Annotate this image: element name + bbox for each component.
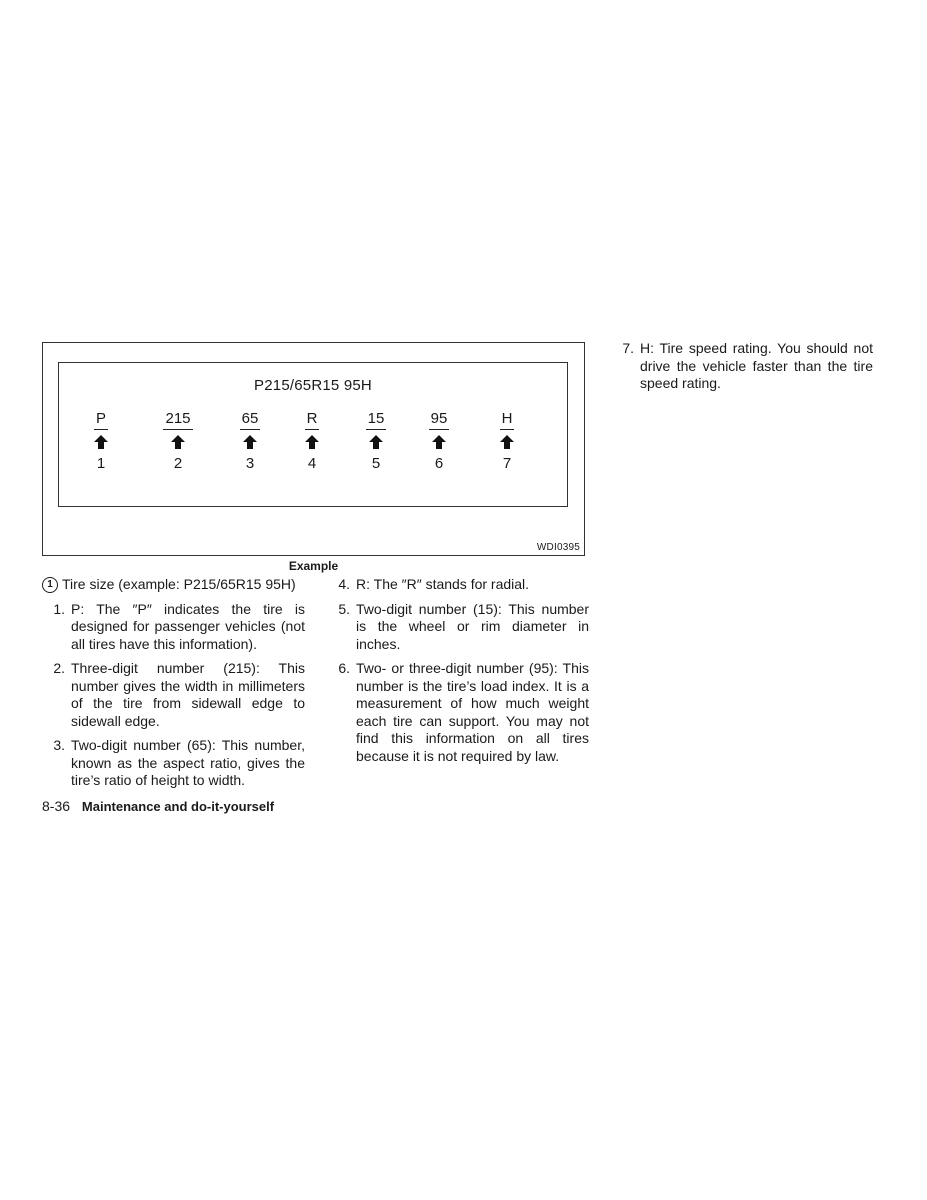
- list-item-number: 5.: [338, 600, 350, 617]
- list-item: [42, 660, 305, 730]
- part-code: 15: [366, 410, 387, 430]
- text-column-3: [617, 340, 873, 400]
- circled-number-marker: 1: [42, 577, 58, 593]
- list-item-text: H: Tire speed rating. You should not drive the vehicle faster than the tire speed rating.: [640, 340, 873, 391]
- up-arrow-icon: [305, 435, 319, 449]
- list-item-text: Two-digit number (65): This number, known as the aspect ratio, gives the tire’s ratio of height to width.: [71, 737, 305, 788]
- list-item-number: 1.: [53, 600, 65, 617]
- text-column-1: [42, 576, 305, 797]
- section-heading-text: Tire size (example: P215/65R15 95H): [62, 576, 296, 592]
- up-arrow-icon: [171, 435, 185, 449]
- list-item: [333, 576, 589, 594]
- up-arrow-icon: [432, 435, 446, 449]
- up-arrow-icon: [500, 435, 514, 449]
- figure-frame: [42, 342, 585, 556]
- list-item-text: P: The ″P″ indicates the tire is designed for passenger vehicles (not all tires have this information).: [71, 600, 305, 652]
- list-item-number: 7.: [622, 340, 634, 356]
- list-item: [617, 340, 873, 393]
- list-item: [333, 601, 589, 654]
- figure-id: WDI0395: [536, 542, 580, 553]
- part-code: 215: [163, 410, 192, 430]
- up-arrow-icon: [94, 435, 108, 449]
- text-column-2: [333, 576, 589, 772]
- list-item: [42, 601, 305, 654]
- part-number: 2: [173, 455, 183, 472]
- part-number: 5: [371, 455, 381, 472]
- part-number: 4: [307, 455, 317, 472]
- page-footer: [42, 797, 274, 816]
- list-item-text: R: The ″R″ stands for radial.: [356, 576, 530, 592]
- part-number: 3: [245, 455, 255, 472]
- part-column-2: [148, 410, 208, 473]
- part-column-7: [477, 410, 537, 473]
- tire-code-text: P215/65R15 95H: [254, 377, 372, 394]
- list-item-text: Three-digit number (215): This number gives the width in millimeters of the tire from sidewall edge to sidewall edge.: [71, 660, 305, 729]
- list-item-number: 6.: [338, 660, 350, 676]
- part-code: 95: [429, 410, 450, 430]
- part-column-1: [71, 410, 131, 473]
- list-item-number: 2.: [53, 660, 65, 676]
- up-arrow-icon: [243, 435, 257, 449]
- part-number: 1: [96, 455, 106, 472]
- part-column-3: [220, 410, 280, 473]
- page-number: 8-36: [42, 798, 71, 814]
- up-arrow-icon: [369, 435, 383, 449]
- part-code: H: [500, 410, 515, 430]
- list-item: [42, 737, 305, 790]
- part-column-4: [282, 410, 342, 473]
- list-item-text: Two-digit number (15): This number is the wheel or rim diameter in inches.: [356, 600, 589, 652]
- part-number: 7: [502, 455, 512, 472]
- part-number: 6: [434, 455, 444, 472]
- part-code: R: [305, 410, 320, 430]
- chapter-title: Maintenance and do-it-yourself: [81, 799, 275, 814]
- tire-size-diagram: [58, 362, 568, 507]
- list-item-text: Two- or three-digit number (95): This number is the tire’s load index. It is a measurement of how much weight each tire can support. You may not find this information on all tires because it is not required by law.: [356, 660, 589, 764]
- figure-caption: Example: [288, 559, 339, 573]
- list-item-number: 4.: [338, 576, 350, 592]
- section-heading: [42, 576, 305, 594]
- part-code: P: [94, 410, 108, 430]
- part-code: 65: [240, 410, 261, 430]
- list-item: [333, 660, 589, 765]
- list-item-number: 3.: [53, 737, 65, 753]
- part-column-6: [409, 410, 469, 473]
- part-column-5: [346, 410, 406, 473]
